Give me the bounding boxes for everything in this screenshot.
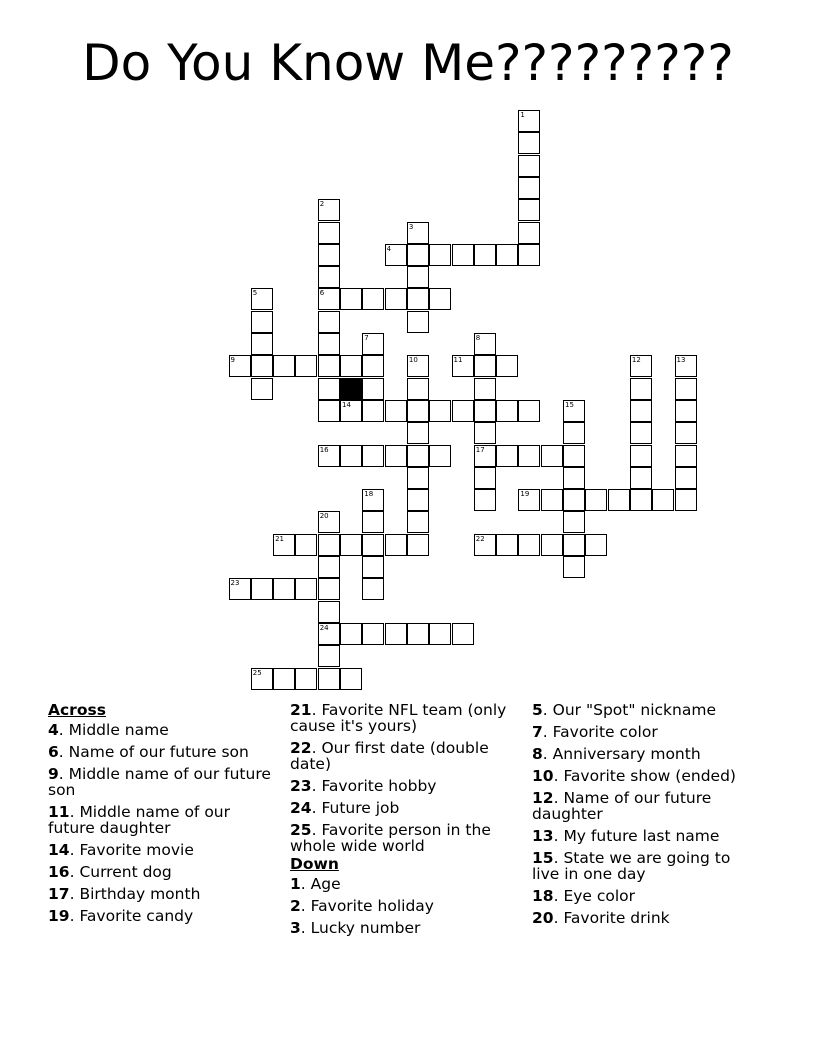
grid-cell[interactable] <box>585 489 607 511</box>
grid-cell[interactable] <box>563 511 585 533</box>
grid-cell[interactable] <box>385 534 407 556</box>
grid-cell[interactable] <box>675 445 697 467</box>
grid-cell[interactable] <box>362 534 384 556</box>
clue-number: 9 <box>230 356 235 365</box>
grid-cell[interactable] <box>407 244 429 266</box>
grid-cell[interactable] <box>675 489 697 511</box>
grid-cell[interactable] <box>407 400 429 422</box>
grid-cell[interactable] <box>407 266 429 288</box>
grid-cell[interactable] <box>563 400 585 422</box>
grid-cell[interactable] <box>474 244 496 266</box>
grid-cell[interactable] <box>251 378 273 400</box>
clue-number: 3 <box>408 222 414 231</box>
grid-cell[interactable] <box>407 288 429 310</box>
grid-cell[interactable] <box>675 467 697 489</box>
clue-number: 8 <box>475 334 481 342</box>
clue-number: 15 <box>565 400 574 409</box>
grid-cell[interactable] <box>318 623 340 645</box>
grid-cell[interactable] <box>518 177 540 199</box>
grid-cell[interactable] <box>429 445 451 467</box>
clue-number: 14 <box>342 400 351 409</box>
grid-cell[interactable] <box>318 601 340 623</box>
grid-cell[interactable] <box>407 378 429 400</box>
grid-cell[interactable] <box>340 288 362 310</box>
clue-number: 22 <box>475 534 485 543</box>
grid-cell[interactable] <box>474 489 496 511</box>
clue-number: 25 <box>252 668 262 677</box>
grid-cell[interactable] <box>407 511 429 533</box>
clue-across-19: 19. Favorite candy <box>48 907 194 925</box>
grid-cell[interactable] <box>362 333 384 355</box>
grid-cell[interactable] <box>318 556 340 578</box>
grid-cell[interactable] <box>362 556 384 578</box>
grid-cell[interactable] <box>318 400 340 422</box>
clue-across-21: 21. Favorite NFL team (only cause it's yours) <box>290 701 507 735</box>
grid-cell[interactable] <box>452 355 474 377</box>
clue-number: 7 <box>364 334 369 342</box>
clue-down-2: 2. Favorite holiday <box>290 897 434 915</box>
grid-cell[interactable] <box>362 355 384 377</box>
grid-cell[interactable] <box>229 355 251 377</box>
clue-across-22: 22. Our first date (double date) <box>290 739 489 773</box>
grid-cell[interactable] <box>407 422 429 444</box>
grid-cell[interactable] <box>452 244 474 266</box>
grid-cell[interactable] <box>407 534 429 556</box>
clue-number: 12 <box>631 356 641 365</box>
grid-cell[interactable] <box>407 445 429 467</box>
puzzle-title: Do You Know Me????????? <box>82 34 734 92</box>
across-heading: Across <box>48 701 106 719</box>
clue-down-1: 1. Age <box>290 875 341 893</box>
grid-cell[interactable] <box>429 244 451 266</box>
grid-cell[interactable] <box>652 489 674 511</box>
grid-cell[interactable] <box>295 668 317 690</box>
grid-cell[interactable] <box>675 355 697 377</box>
clue-number: 21 <box>275 534 285 543</box>
clue-across-25: 25. Favorite person in the whole wide world <box>290 821 491 855</box>
grid-cell[interactable] <box>318 288 340 310</box>
clue-across-23: 23. Favorite hobby <box>290 777 437 795</box>
clue-down-3: 3. Lucky number <box>290 919 421 937</box>
grid-cell[interactable] <box>362 623 384 645</box>
grid-cell[interactable] <box>563 534 585 556</box>
grid-cell[interactable] <box>251 668 273 690</box>
grid-cell[interactable] <box>407 623 429 645</box>
grid-cell[interactable] <box>474 400 496 422</box>
grid-cell[interactable] <box>407 222 429 244</box>
clue-down-8: 8. Anniversary month <box>532 745 701 763</box>
grid-cell[interactable] <box>407 489 429 511</box>
grid-cell[interactable] <box>318 578 340 600</box>
grid-cell[interactable] <box>340 623 362 645</box>
clue-column-2 <box>290 702 515 942</box>
grid-cell[interactable] <box>229 578 251 600</box>
grid-cell[interactable] <box>630 422 652 444</box>
clue-number: 16 <box>319 445 329 454</box>
clue-down-5: 5. Our "Spot" nickname <box>532 701 716 719</box>
grid-cell[interactable] <box>318 311 340 333</box>
grid-cell[interactable] <box>563 556 585 578</box>
clue-across-9: 9. Middle name of our future son <box>48 765 271 799</box>
grid-cell[interactable] <box>429 400 451 422</box>
clue-down-20: 20. Favorite drink <box>532 909 670 927</box>
grid-cell[interactable] <box>518 132 540 154</box>
clue-down-18: 18. Eye color <box>532 887 636 905</box>
grid-cell[interactable] <box>518 110 540 132</box>
grid-cell[interactable] <box>362 378 384 400</box>
clue-number: 23 <box>230 579 240 588</box>
grid-cell[interactable] <box>340 445 362 467</box>
clue-across-17: 17. Birthday month <box>48 885 201 903</box>
grid-cell[interactable] <box>362 511 384 533</box>
clue-down-12: 12. Name of our future daughter <box>532 789 712 823</box>
grid-cell[interactable] <box>251 311 273 333</box>
grid-cell[interactable] <box>630 489 652 511</box>
grid-cell[interactable] <box>340 534 362 556</box>
grid-cell[interactable] <box>496 534 518 556</box>
grid-cell[interactable] <box>407 311 429 333</box>
grid-cell[interactable] <box>362 578 384 600</box>
grid-cell[interactable] <box>318 355 340 377</box>
grid-cell[interactable] <box>675 400 697 422</box>
grid-cell[interactable] <box>541 534 563 556</box>
clue-across-14: 14. Favorite movie <box>48 841 194 859</box>
clue-number: 2 <box>319 200 325 209</box>
grid-cell[interactable] <box>675 378 697 400</box>
grid-cell[interactable] <box>318 199 340 221</box>
clue-number: 20 <box>319 512 329 521</box>
grid-cell[interactable] <box>518 199 540 221</box>
shaded-block-cell <box>340 378 362 400</box>
grid-cell[interactable] <box>251 288 273 310</box>
grid-cell[interactable] <box>630 467 652 489</box>
grid-cell[interactable] <box>563 467 585 489</box>
grid-cell[interactable] <box>273 355 295 377</box>
grid-cell[interactable] <box>318 668 340 690</box>
grid-cell[interactable] <box>608 489 630 511</box>
grid-cell[interactable] <box>496 400 518 422</box>
clue-down-15: 15. State we are going to live in one day <box>532 849 731 883</box>
grid-cell[interactable] <box>273 578 295 600</box>
clue-number: 5 <box>252 289 258 298</box>
grid-cell[interactable] <box>518 222 540 244</box>
grid-cell[interactable] <box>474 422 496 444</box>
clue-number: 1 <box>520 111 525 119</box>
grid-cell[interactable] <box>385 400 407 422</box>
grid-cell[interactable] <box>518 534 540 556</box>
clue-number: 18 <box>364 490 374 499</box>
grid-cell[interactable] <box>318 445 340 467</box>
grid-cell[interactable] <box>251 355 273 377</box>
grid-cell[interactable] <box>518 489 540 511</box>
clue-across-4: 4. Middle name <box>48 721 169 739</box>
grid-cell[interactable] <box>496 244 518 266</box>
grid-cell[interactable] <box>474 534 496 556</box>
grid-cell[interactable] <box>474 467 496 489</box>
clue-column-3 <box>532 702 762 932</box>
grid-cell[interactable] <box>318 333 340 355</box>
grid-cell[interactable] <box>407 355 429 377</box>
grid-cell[interactable] <box>407 467 429 489</box>
grid-cell[interactable] <box>251 333 273 355</box>
grid-cell[interactable] <box>362 400 384 422</box>
grid-cell[interactable] <box>318 266 340 288</box>
grid-cell[interactable] <box>318 511 340 533</box>
grid-cell[interactable] <box>518 155 540 177</box>
grid-cell[interactable] <box>251 578 273 600</box>
grid-cell[interactable] <box>585 534 607 556</box>
grid-cell[interactable] <box>452 400 474 422</box>
grid-cell[interactable] <box>474 378 496 400</box>
clue-number: 13 <box>676 356 686 365</box>
clue-column-1 <box>48 702 278 930</box>
grid-cell[interactable] <box>340 400 362 422</box>
grid-cell[interactable] <box>496 355 518 377</box>
grid-cell[interactable] <box>630 355 652 377</box>
grid-cell[interactable] <box>385 244 407 266</box>
grid-cell[interactable] <box>675 422 697 444</box>
grid-cell[interactable] <box>541 489 563 511</box>
grid-cell[interactable] <box>429 288 451 310</box>
grid-cell[interactable] <box>563 489 585 511</box>
grid-cell[interactable] <box>474 445 496 467</box>
clue-number: 24 <box>319 623 329 632</box>
grid-cell[interactable] <box>518 400 540 422</box>
grid-cell[interactable] <box>340 355 362 377</box>
grid-cell[interactable] <box>474 355 496 377</box>
grid-cell[interactable] <box>318 534 340 556</box>
down-heading: Down <box>290 855 339 873</box>
grid-cell[interactable] <box>318 222 340 244</box>
clue-number: 6 <box>319 289 325 298</box>
grid-cell[interactable] <box>541 445 563 467</box>
grid-cell[interactable] <box>295 534 317 556</box>
grid-cell[interactable] <box>474 333 496 355</box>
clue-across-11: 11. Middle name of our future daughter <box>48 803 230 837</box>
grid-cell[interactable] <box>429 623 451 645</box>
clue-down-10: 10. Favorite show (ended) <box>532 767 736 785</box>
grid-cell[interactable] <box>452 623 474 645</box>
grid-cell[interactable] <box>273 668 295 690</box>
grid-cell[interactable] <box>340 668 362 690</box>
grid-cell[interactable] <box>385 288 407 310</box>
clue-down-13: 13. My future last name <box>532 827 720 845</box>
grid-cell[interactable] <box>630 378 652 400</box>
grid-cell[interactable] <box>518 445 540 467</box>
grid-cell[interactable] <box>362 288 384 310</box>
clue-down-7: 7. Favorite color <box>532 723 658 741</box>
grid-cell[interactable] <box>385 623 407 645</box>
clue-number: 11 <box>453 356 463 365</box>
grid-cell[interactable] <box>630 400 652 422</box>
clue-number: 10 <box>408 356 418 365</box>
clue-number: 4 <box>386 244 392 253</box>
grid-cell[interactable] <box>318 244 340 266</box>
grid-cell[interactable] <box>563 422 585 444</box>
grid-cell[interactable] <box>496 445 518 467</box>
grid-cell[interactable] <box>385 445 407 467</box>
clue-number: 19 <box>520 490 530 499</box>
grid-cell[interactable] <box>563 445 585 467</box>
grid-cell[interactable] <box>273 534 295 556</box>
grid-cell[interactable] <box>630 445 652 467</box>
grid-cell[interactable] <box>362 445 384 467</box>
grid-cell[interactable] <box>295 578 317 600</box>
grid-cell[interactable] <box>318 378 340 400</box>
grid-cell[interactable] <box>318 645 340 667</box>
grid-cell[interactable] <box>362 489 384 511</box>
clue-number: 17 <box>475 445 485 454</box>
clue-across-6: 6. Name of our future son <box>48 743 249 761</box>
clue-across-16: 16. Current dog <box>48 863 172 881</box>
clue-across-24: 24. Future job <box>290 799 400 817</box>
grid-cell[interactable] <box>518 244 540 266</box>
grid-cell[interactable] <box>295 355 317 377</box>
